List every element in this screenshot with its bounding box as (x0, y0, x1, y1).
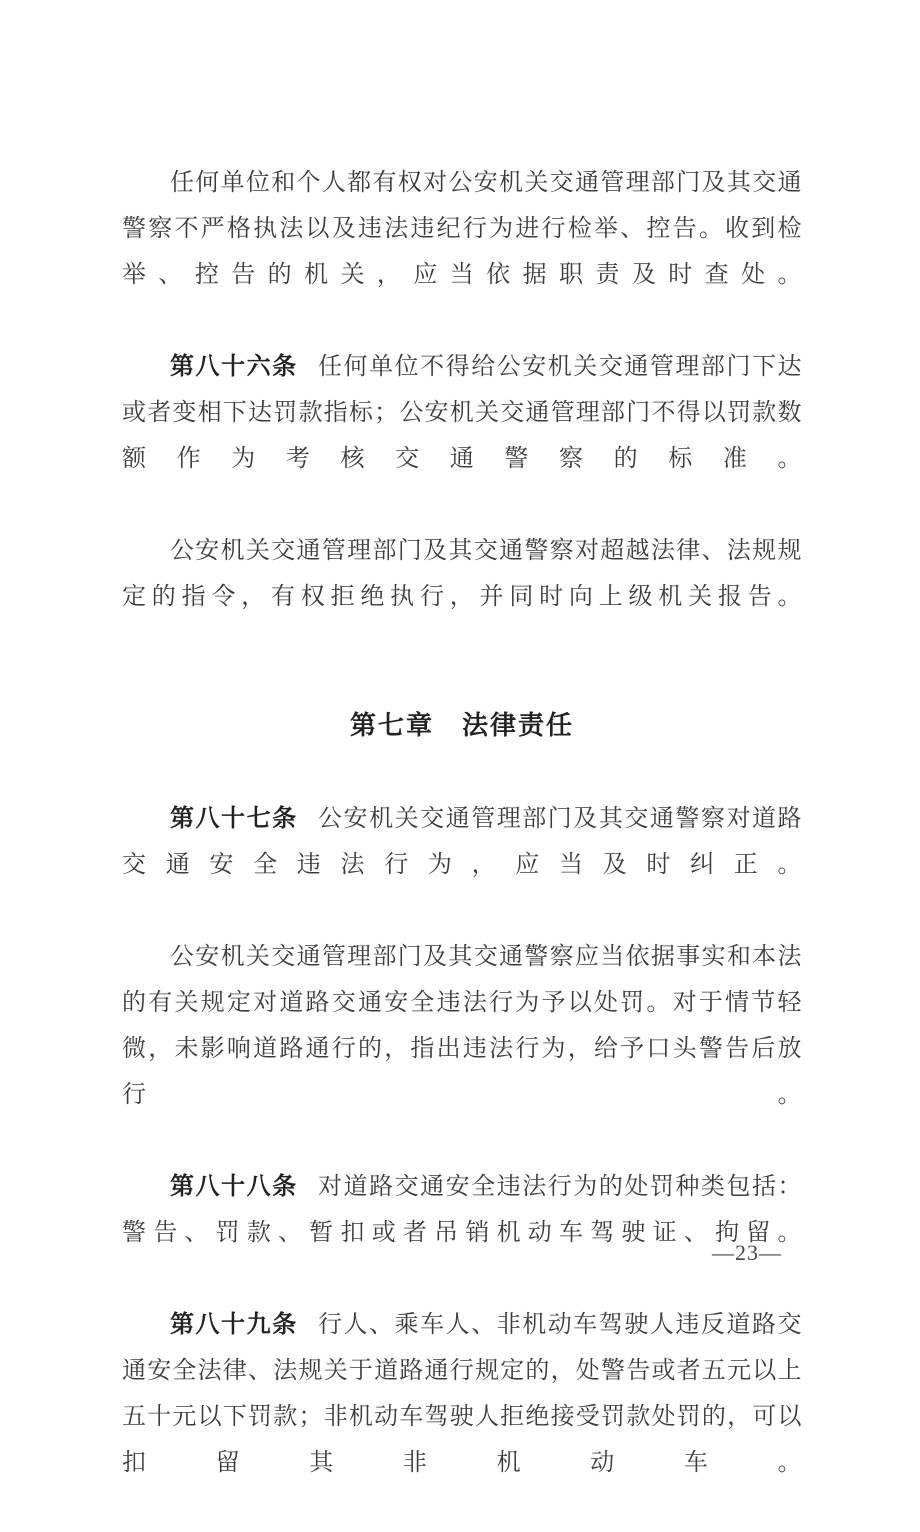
paragraph-text: 任何单位和个人都有权对公安机关交通管理部门及其交通警察不严格执法以及违法违纪行为进行检举、控告。收到检举、控告的机关，应当依据职责及时查处。 (122, 170, 802, 288)
paragraph-refuse-illegal-orders (122, 528, 802, 666)
paragraph-text: 公安机关交通管理部门及其交通警察对超越法律、法规规定的指令，有权拒绝执行，并同时向上级机关报告。 (122, 538, 802, 610)
document-content (122, 160, 802, 1532)
article-89-number: 第八十九条 (170, 1311, 298, 1338)
article-86-text: 任何单位不得给公安机关交通管理部门下达或者变相下达罚款指标；公安机关交通管理部门不得以罚款数额作为考核交通警察的标准。 (122, 354, 803, 472)
paragraph-article-86 (122, 344, 802, 528)
article-87-number: 第八十七条 (170, 805, 298, 832)
paragraph-article-89 (122, 1302, 802, 1532)
article-89-text: 行人、乘车人、非机动车驾驶人违反道路交通安全法律、法规关于道路通行规定的，处警告或者五元以上五十元以下罚款；非机动车驾驶人拒绝接受罚款处罚的，可以扣留其非机动车。 (122, 1312, 803, 1476)
page-number: —23— (712, 1240, 782, 1265)
paragraph-text: 公安机关交通管理部门及其交通警察应当依据事实和本法的有关规定对道路交通安全违法行为予以处罚。对于情节轻微，未影响道路通行的，指出违法行为，给予口头警告后放行。 (122, 944, 802, 1108)
article-88-text: 对道路交通安全违法行为的处罚种类包括：警告、罚款、暂扣或者吊销机动车驾驶证、拘留。 (122, 1174, 803, 1246)
article-87-text: 公安机关交通管理部门及其交通警察对道路交通安全违法行为，应当及时纠正。 (122, 806, 803, 878)
paragraph-punishment-basis (122, 934, 802, 1164)
chapter-heading: 第七章 法律责任 (349, 710, 574, 740)
article-88-number: 第八十八条 (170, 1173, 298, 1200)
paragraph-article-88 (122, 1164, 802, 1302)
paragraph-article-87 (122, 796, 802, 934)
article-86-number: 第八十六条 (170, 353, 298, 380)
paragraph-supervision (122, 160, 802, 344)
